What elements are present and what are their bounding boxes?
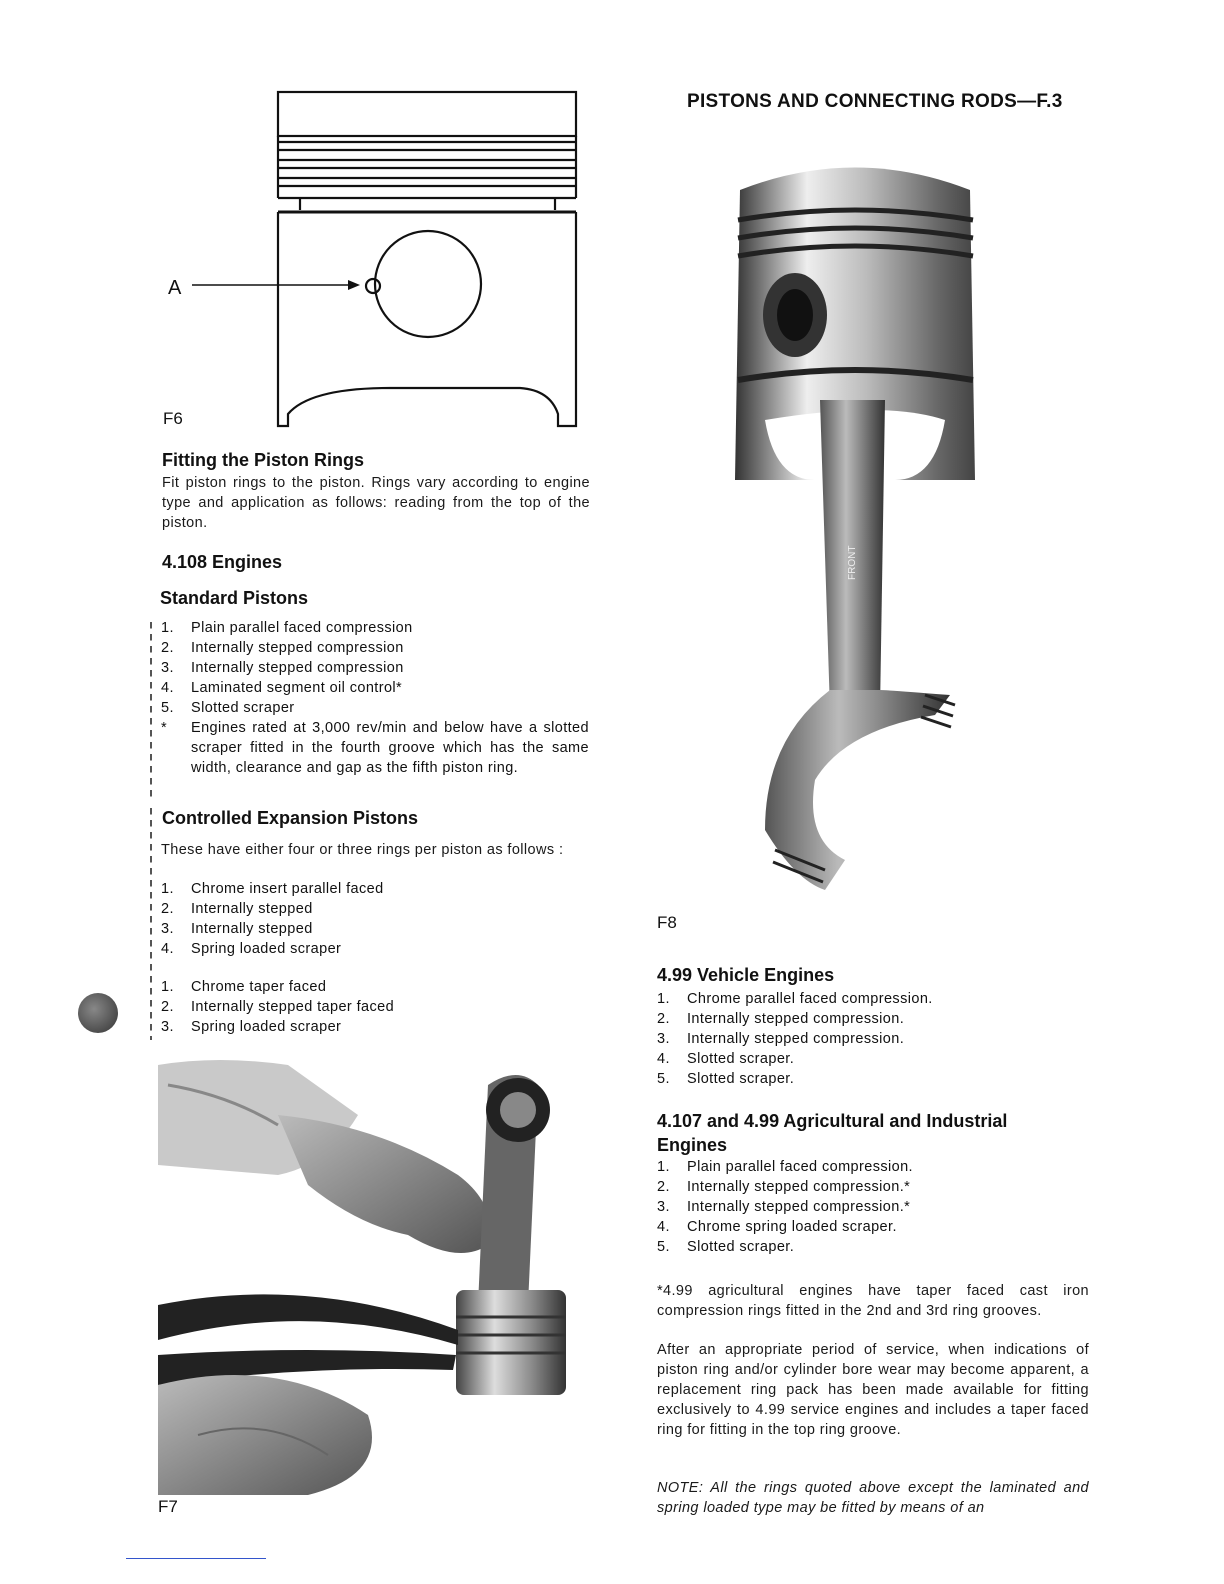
- note-paragraph: NOTE: All the rings quoted above except the laminated and spring loaded type may be fitted by means of an: [657, 1480, 1089, 1516]
- margin-revision-bar: [150, 808, 152, 1040]
- piston-crown: [278, 92, 576, 136]
- list-item: 4. Laminated segment oil control*: [161, 680, 403, 696]
- piston-skirt: [278, 212, 576, 426]
- vehicle-engines-list: [657, 989, 1089, 1089]
- controlled-expansion-title: Controlled Expansion Pistons: [162, 808, 419, 828]
- margin-revision-bar: [150, 622, 152, 802]
- four-ring-list: [161, 879, 589, 959]
- binder-hole: [78, 993, 118, 1033]
- list-item: 1. Plain parallel faced compression.: [657, 1159, 913, 1175]
- fitting-title: Fitting the Piston Rings: [162, 450, 364, 470]
- list-item: 3. Internally stepped: [161, 921, 313, 937]
- list-item: 2. Internally stepped compression.*: [657, 1179, 911, 1195]
- list-item: 2. Internally stepped taper faced: [161, 999, 395, 1015]
- figure-f6-piston-diagram: [160, 88, 590, 433]
- figure-f7-photo: [158, 1055, 594, 1495]
- list-item: 2. Internally stepped compression: [161, 640, 404, 656]
- standard-pistons-title: Standard Pistons: [160, 588, 309, 608]
- agricultural-engines-title: 4.107 and 4.99 Agricultural and Industrial Engines: [657, 1111, 1008, 1155]
- list-item: 3. Internally stepped compression.: [657, 1031, 905, 1047]
- standard-pistons-list: [161, 618, 589, 778]
- list-item: * Engines rated at 3,000 rev/min and below have a slotted scraper fitted in the fourth groove which has the same width, clearance and gap as the fifth piston ring.: [161, 720, 589, 776]
- figure-f6-label: F6: [163, 409, 183, 428]
- list-item: 3. Spring loaded scraper: [161, 1019, 342, 1035]
- list-item: 4. Chrome spring loaded scraper.: [657, 1219, 897, 1235]
- controlled-expansion-intro: These have either four or three rings per piston as follows :: [161, 842, 564, 858]
- fitting-intro: Fit piston rings to the piston. Rings vary according to engine type and application as follows: reading from the top of the piston.: [162, 475, 590, 531]
- figure-f7-label: F7: [158, 1497, 178, 1516]
- figure-f8-photo: [735, 150, 980, 900]
- list-item: 5. Slotted scraper.: [657, 1239, 795, 1255]
- callout-a-label: A: [168, 277, 182, 299]
- gudgeon-pin-circle: [375, 231, 481, 337]
- three-ring-list: [161, 977, 589, 1037]
- footer-rule: [126, 1558, 266, 1559]
- list-item: 2. Internally stepped compression.: [657, 1011, 905, 1027]
- figure-f8-label: F8: [657, 913, 677, 932]
- list-item: 5. Slotted scraper.: [657, 1071, 795, 1087]
- vehicle-engines-title: 4.99 Vehicle Engines: [657, 965, 835, 985]
- list-item: 4. Slotted scraper.: [657, 1051, 795, 1067]
- list-item: 1. Plain parallel faced compression: [161, 620, 413, 636]
- engines-4108-title: 4.108 Engines: [162, 552, 283, 572]
- list-item: 3. Internally stepped compression.*: [657, 1199, 911, 1215]
- list-item: 2. Internally stepped: [161, 901, 313, 917]
- service-paragraph: After an appropriate period of service, when indications of piston ring and/or cylinder bore wear may become apparent, a replacement ring pack has been made available for fitting exclusively to 4.99 service engines and includes a taper faced ring for fitting in the top ring groove.: [657, 1342, 1089, 1438]
- page-title: PISTONS AND CONNECTING RODS—F.3: [687, 91, 1063, 112]
- agricultural-engines-list: [657, 1157, 1089, 1257]
- list-item: 1. Chrome parallel faced compression.: [657, 991, 933, 1007]
- rod-marking-text: FRONT: [847, 545, 858, 580]
- list-item: 3. Internally stepped compression: [161, 660, 404, 676]
- list-item: 4. Spring loaded scraper: [161, 941, 342, 957]
- list-item: 1. Chrome taper faced: [161, 979, 327, 995]
- footnote-paragraph: *4.99 agricultural engines have taper faced cast iron compression rings fitted in the 2nd and 3rd ring grooves.: [657, 1283, 1089, 1319]
- list-item: 1. Chrome insert parallel faced: [161, 881, 384, 897]
- list-item: 5. Slotted scraper: [161, 700, 295, 716]
